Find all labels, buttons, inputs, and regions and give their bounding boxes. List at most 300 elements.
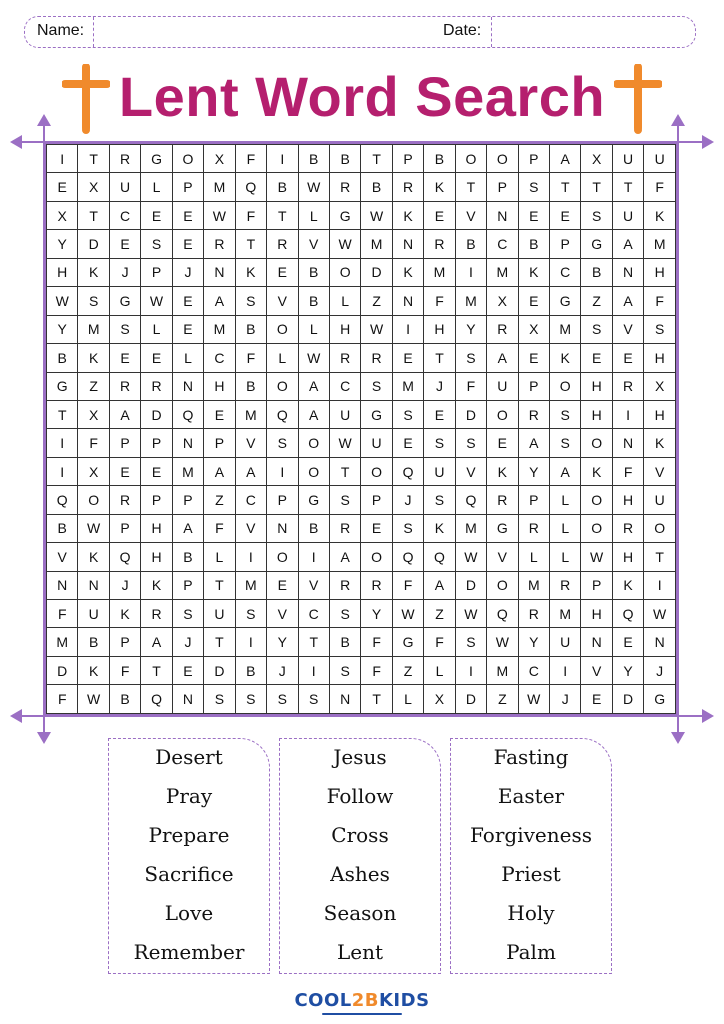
grid-cell[interactable]: R — [109, 372, 140, 400]
grid-cell[interactable]: P — [172, 486, 203, 514]
grid-cell[interactable]: F — [204, 514, 235, 542]
grid-cell[interactable]: F — [47, 600, 78, 628]
grid-cell[interactable]: X — [78, 457, 109, 485]
grid-cell[interactable]: N — [581, 628, 612, 656]
grid-cell[interactable]: I — [644, 571, 676, 599]
grid-cell[interactable]: F — [644, 173, 676, 201]
grid-cell[interactable]: L — [267, 344, 298, 372]
grid-cell[interactable]: H — [644, 344, 676, 372]
grid-cell[interactable]: N — [644, 628, 676, 656]
grid-cell[interactable]: Q — [267, 400, 298, 428]
grid-cell[interactable]: A — [109, 400, 140, 428]
grid-cell[interactable]: Z — [204, 486, 235, 514]
grid-cell[interactable]: S — [329, 656, 360, 684]
grid-cell[interactable]: S — [581, 201, 612, 229]
grid-cell[interactable]: Z — [392, 656, 423, 684]
grid-cell[interactable]: I — [267, 457, 298, 485]
grid-cell[interactable]: O — [361, 543, 392, 571]
grid-cell[interactable]: G — [550, 287, 581, 315]
grid-cell[interactable]: V — [267, 600, 298, 628]
grid-cell[interactable]: T — [361, 145, 392, 173]
grid-cell[interactable]: T — [298, 628, 329, 656]
grid-cell[interactable]: G — [109, 287, 140, 315]
grid-cell[interactable]: V — [298, 571, 329, 599]
grid-cell[interactable]: O — [550, 372, 581, 400]
grid-cell[interactable]: O — [78, 486, 109, 514]
grid-cell[interactable]: S — [235, 600, 266, 628]
grid-cell[interactable]: I — [235, 628, 266, 656]
grid-cell[interactable]: V — [487, 543, 518, 571]
grid-cell[interactable]: O — [267, 372, 298, 400]
grid-cell[interactable]: B — [424, 145, 455, 173]
grid-cell[interactable]: M — [455, 287, 486, 315]
grid-cell[interactable]: N — [204, 258, 235, 286]
grid-cell[interactable]: X — [644, 372, 676, 400]
grid-cell[interactable]: K — [550, 344, 581, 372]
grid-cell[interactable]: A — [487, 344, 518, 372]
grid-cell[interactable]: M — [204, 315, 235, 343]
grid-cell[interactable]: S — [267, 429, 298, 457]
grid-cell[interactable]: Y — [518, 628, 549, 656]
grid-cell[interactable]: S — [424, 429, 455, 457]
grid-cell[interactable]: K — [612, 571, 643, 599]
grid-cell[interactable]: S — [455, 628, 486, 656]
grid-cell[interactable]: H — [204, 372, 235, 400]
grid-cell[interactable]: S — [298, 685, 329, 714]
grid-cell[interactable]: R — [518, 600, 549, 628]
grid-cell[interactable]: W — [329, 429, 360, 457]
grid-cell[interactable]: M — [550, 600, 581, 628]
grid-cell[interactable]: N — [172, 429, 203, 457]
grid-cell[interactable]: R — [329, 514, 360, 542]
grid-cell[interactable]: A — [424, 571, 455, 599]
grid-cell[interactable]: M — [487, 258, 518, 286]
grid-cell[interactable]: Z — [424, 600, 455, 628]
grid-cell[interactable]: K — [392, 258, 423, 286]
grid-cell[interactable]: L — [204, 543, 235, 571]
grid-cell[interactable]: Y — [47, 315, 78, 343]
grid-cell[interactable]: D — [455, 685, 486, 714]
grid-cell[interactable]: E — [109, 457, 140, 485]
grid-cell[interactable]: D — [455, 400, 486, 428]
grid-cell[interactable]: K — [424, 173, 455, 201]
grid-cell[interactable]: K — [487, 457, 518, 485]
grid-cell[interactable]: U — [78, 600, 109, 628]
grid-cell[interactable]: A — [550, 457, 581, 485]
grid-cell[interactable]: M — [204, 173, 235, 201]
grid-cell[interactable]: J — [109, 258, 140, 286]
grid-cell[interactable]: E — [172, 201, 203, 229]
grid-cell[interactable]: C — [204, 344, 235, 372]
grid-cell[interactable]: B — [455, 230, 486, 258]
grid-cell[interactable]: F — [612, 457, 643, 485]
grid-cell[interactable]: V — [235, 429, 266, 457]
grid-cell[interactable]: S — [109, 315, 140, 343]
grid-cell[interactable]: U — [644, 486, 676, 514]
grid-cell[interactable]: L — [298, 315, 329, 343]
grid-cell[interactable]: Z — [78, 372, 109, 400]
grid-cell[interactable]: H — [644, 258, 676, 286]
grid-cell[interactable]: T — [550, 173, 581, 201]
grid-cell[interactable]: J — [267, 656, 298, 684]
grid-cell[interactable]: W — [298, 173, 329, 201]
grid-cell[interactable]: A — [298, 372, 329, 400]
grid-cell[interactable]: G — [392, 628, 423, 656]
grid-cell[interactable]: P — [141, 486, 172, 514]
grid-cell[interactable]: W — [581, 543, 612, 571]
grid-cell[interactable]: M — [424, 258, 455, 286]
grid-cell[interactable]: Q — [109, 543, 140, 571]
grid-cell[interactable]: D — [361, 258, 392, 286]
grid-cell[interactable]: I — [392, 315, 423, 343]
grid-cell[interactable]: P — [267, 486, 298, 514]
grid-cell[interactable]: M — [235, 571, 266, 599]
grid-cell[interactable]: T — [204, 628, 235, 656]
grid-cell[interactable]: G — [141, 145, 172, 173]
grid-cell[interactable]: E — [487, 429, 518, 457]
grid-cell[interactable]: O — [329, 258, 360, 286]
grid-cell[interactable]: R — [267, 230, 298, 258]
grid-cell[interactable]: M — [172, 457, 203, 485]
grid-cell[interactable]: A — [518, 429, 549, 457]
grid-cell[interactable]: K — [78, 258, 109, 286]
grid-cell[interactable]: I — [47, 457, 78, 485]
grid-cell[interactable]: N — [172, 372, 203, 400]
grid-cell[interactable]: R — [329, 173, 360, 201]
grid-cell[interactable]: U — [550, 628, 581, 656]
grid-cell[interactable]: F — [424, 287, 455, 315]
grid-cell[interactable]: F — [235, 201, 266, 229]
grid-cell[interactable]: W — [47, 287, 78, 315]
grid-cell[interactable]: O — [361, 457, 392, 485]
grid-cell[interactable]: A — [612, 230, 643, 258]
grid-cell[interactable]: N — [267, 514, 298, 542]
grid-cell[interactable]: Q — [487, 600, 518, 628]
grid-cell[interactable]: Y — [361, 600, 392, 628]
grid-cell[interactable]: U — [109, 173, 140, 201]
grid-cell[interactable]: R — [487, 486, 518, 514]
grid-cell[interactable]: J — [424, 372, 455, 400]
grid-cell[interactable]: B — [298, 258, 329, 286]
grid-cell[interactable]: X — [78, 400, 109, 428]
grid-cell[interactable]: E — [172, 230, 203, 258]
grid-cell[interactable]: I — [612, 400, 643, 428]
grid-cell[interactable]: G — [581, 230, 612, 258]
grid-cell[interactable]: I — [267, 145, 298, 173]
grid-cell[interactable]: I — [298, 543, 329, 571]
grid-cell[interactable]: S — [78, 287, 109, 315]
grid-cell[interactable]: X — [78, 173, 109, 201]
grid-cell[interactable]: K — [141, 571, 172, 599]
grid-cell[interactable]: H — [47, 258, 78, 286]
grid-cell[interactable]: X — [204, 145, 235, 173]
grid-cell[interactable]: S — [172, 600, 203, 628]
grid-cell[interactable]: S — [392, 514, 423, 542]
grid-cell[interactable]: P — [109, 429, 140, 457]
grid-cell[interactable]: R — [550, 571, 581, 599]
grid-cell[interactable]: S — [455, 344, 486, 372]
grid-cell[interactable]: C — [550, 258, 581, 286]
grid-cell[interactable]: B — [172, 543, 203, 571]
grid-cell[interactable]: E — [612, 628, 643, 656]
grid-cell[interactable]: H — [424, 315, 455, 343]
grid-cell[interactable]: A — [235, 457, 266, 485]
grid-cell[interactable]: Q — [424, 543, 455, 571]
grid-cell[interactable]: E — [361, 514, 392, 542]
grid-cell[interactable]: E — [172, 315, 203, 343]
grid-cell[interactable]: F — [235, 344, 266, 372]
grid-cell[interactable]: Y — [455, 315, 486, 343]
grid-cell[interactable]: G — [487, 514, 518, 542]
grid-cell[interactable]: C — [298, 600, 329, 628]
grid-cell[interactable]: P — [550, 230, 581, 258]
grid-cell[interactable]: T — [204, 571, 235, 599]
grid-cell[interactable]: B — [329, 145, 360, 173]
grid-cell[interactable]: Y — [47, 230, 78, 258]
grid-cell[interactable]: Q — [235, 173, 266, 201]
grid-cell[interactable]: R — [141, 372, 172, 400]
grid-cell[interactable]: A — [204, 457, 235, 485]
grid-cell[interactable]: P — [172, 571, 203, 599]
grid-cell[interactable]: W — [518, 685, 549, 714]
grid-cell[interactable]: B — [298, 145, 329, 173]
grid-cell[interactable]: L — [550, 486, 581, 514]
grid-cell[interactable]: K — [78, 344, 109, 372]
grid-cell[interactable]: I — [455, 656, 486, 684]
grid-cell[interactable]: E — [47, 173, 78, 201]
grid-cell[interactable]: T — [329, 457, 360, 485]
grid-cell[interactable]: T — [78, 201, 109, 229]
grid-cell[interactable]: W — [644, 600, 676, 628]
grid-cell[interactable]: E — [141, 201, 172, 229]
grid-cell[interactable]: H — [612, 543, 643, 571]
grid-cell[interactable]: S — [141, 230, 172, 258]
grid-cell[interactable]: O — [298, 429, 329, 457]
grid-cell[interactable]: S — [267, 685, 298, 714]
grid-cell[interactable]: E — [204, 400, 235, 428]
grid-cell[interactable]: F — [235, 145, 266, 173]
grid-cell[interactable]: X — [487, 287, 518, 315]
grid-cell[interactable]: R — [612, 514, 643, 542]
grid-cell[interactable]: P — [518, 145, 549, 173]
grid-cell[interactable]: T — [455, 173, 486, 201]
grid-cell[interactable]: M — [487, 656, 518, 684]
grid-cell[interactable]: E — [392, 429, 423, 457]
grid-cell[interactable]: L — [172, 344, 203, 372]
grid-cell[interactable]: U — [612, 145, 643, 173]
grid-cell[interactable]: R — [361, 571, 392, 599]
grid-cell[interactable]: M — [47, 628, 78, 656]
grid-cell[interactable]: S — [329, 600, 360, 628]
grid-cell[interactable]: O — [487, 400, 518, 428]
grid-cell[interactable]: H — [329, 315, 360, 343]
grid-cell[interactable]: E — [424, 201, 455, 229]
grid-cell[interactable]: N — [392, 287, 423, 315]
grid-cell[interactable]: E — [581, 685, 612, 714]
grid-cell[interactable]: K — [392, 201, 423, 229]
grid-cell[interactable]: Q — [172, 400, 203, 428]
grid-cell[interactable]: R — [329, 344, 360, 372]
grid-cell[interactable]: Y — [267, 628, 298, 656]
grid-cell[interactable]: P — [361, 486, 392, 514]
grid-cell[interactable]: P — [109, 514, 140, 542]
grid-cell[interactable]: R — [612, 372, 643, 400]
grid-cell[interactable]: B — [47, 514, 78, 542]
grid-cell[interactable]: J — [392, 486, 423, 514]
grid-cell[interactable]: C — [329, 372, 360, 400]
grid-cell[interactable]: B — [235, 315, 266, 343]
grid-cell[interactable]: P — [141, 258, 172, 286]
grid-cell[interactable]: T — [47, 400, 78, 428]
grid-cell[interactable]: B — [298, 287, 329, 315]
grid-cell[interactable]: G — [47, 372, 78, 400]
grid-cell[interactable]: U — [204, 600, 235, 628]
grid-cell[interactable]: M — [361, 230, 392, 258]
grid-cell[interactable]: S — [235, 287, 266, 315]
grid-cell[interactable]: W — [141, 287, 172, 315]
grid-cell[interactable]: S — [329, 486, 360, 514]
grid-cell[interactable]: A — [329, 543, 360, 571]
grid-cell[interactable]: M — [78, 315, 109, 343]
grid-cell[interactable]: L — [141, 173, 172, 201]
grid-cell[interactable]: B — [47, 344, 78, 372]
grid-cell[interactable]: C — [518, 656, 549, 684]
grid-cell[interactable]: O — [172, 145, 203, 173]
grid-cell[interactable]: D — [204, 656, 235, 684]
grid-cell[interactable]: R — [392, 173, 423, 201]
grid-cell[interactable]: J — [644, 656, 676, 684]
grid-cell[interactable]: S — [424, 486, 455, 514]
grid-cell[interactable]: L — [518, 543, 549, 571]
grid-cell[interactable]: S — [204, 685, 235, 714]
grid-cell[interactable]: W — [361, 201, 392, 229]
grid-cell[interactable]: T — [361, 685, 392, 714]
grid-cell[interactable]: K — [109, 600, 140, 628]
grid-cell[interactable]: S — [235, 685, 266, 714]
grid-cell[interactable]: U — [361, 429, 392, 457]
grid-cell[interactable]: B — [329, 628, 360, 656]
grid-cell[interactable]: A — [298, 400, 329, 428]
grid-cell[interactable]: N — [612, 429, 643, 457]
grid-cell[interactable]: K — [581, 457, 612, 485]
grid-cell[interactable]: F — [424, 628, 455, 656]
grid-cell[interactable]: B — [581, 258, 612, 286]
grid-cell[interactable]: P — [518, 372, 549, 400]
grid-cell[interactable]: B — [298, 514, 329, 542]
grid-cell[interactable]: V — [644, 457, 676, 485]
grid-cell[interactable]: B — [235, 372, 266, 400]
grid-cell[interactable]: H — [581, 372, 612, 400]
grid-cell[interactable]: E — [141, 344, 172, 372]
grid-cell[interactable]: R — [424, 230, 455, 258]
grid-cell[interactable]: E — [392, 344, 423, 372]
grid-cell[interactable]: E — [109, 230, 140, 258]
grid-cell[interactable]: M — [644, 230, 676, 258]
grid-cell[interactable]: I — [298, 656, 329, 684]
grid-cell[interactable]: S — [550, 429, 581, 457]
grid-cell[interactable]: F — [47, 685, 78, 714]
grid-cell[interactable]: N — [612, 258, 643, 286]
grid-cell[interactable]: V — [455, 457, 486, 485]
grid-cell[interactable]: F — [109, 656, 140, 684]
grid-cell[interactable]: B — [518, 230, 549, 258]
grid-cell[interactable]: S — [392, 400, 423, 428]
grid-cell[interactable]: O — [455, 145, 486, 173]
grid-cell[interactable]: S — [550, 400, 581, 428]
grid-cell[interactable]: D — [47, 656, 78, 684]
grid-cell[interactable]: I — [47, 145, 78, 173]
grid-cell[interactable]: T — [267, 201, 298, 229]
grid-cell[interactable]: M — [455, 514, 486, 542]
grid-cell[interactable]: H — [141, 514, 172, 542]
grid-cell[interactable]: N — [47, 571, 78, 599]
grid-cell[interactable]: O — [487, 145, 518, 173]
grid-cell[interactable]: X — [424, 685, 455, 714]
grid-cell[interactable]: S — [455, 429, 486, 457]
grid-cell[interactable]: E — [172, 287, 203, 315]
grid-cell[interactable]: I — [47, 429, 78, 457]
grid-cell[interactable]: B — [267, 173, 298, 201]
grid-cell[interactable]: X — [47, 201, 78, 229]
grid-cell[interactable]: A — [141, 628, 172, 656]
grid-cell[interactable]: P — [518, 486, 549, 514]
grid-cell[interactable]: N — [392, 230, 423, 258]
grid-cell[interactable]: A — [204, 287, 235, 315]
grid-cell[interactable]: W — [78, 514, 109, 542]
grid-cell[interactable]: L — [329, 287, 360, 315]
grid-cell[interactable]: K — [424, 514, 455, 542]
grid-cell[interactable]: G — [329, 201, 360, 229]
grid-cell[interactable]: T — [78, 145, 109, 173]
grid-cell[interactable]: J — [109, 571, 140, 599]
grid-cell[interactable]: Y — [518, 457, 549, 485]
grid-cell[interactable]: W — [392, 600, 423, 628]
grid-cell[interactable]: V — [267, 287, 298, 315]
grid-cell[interactable]: Q — [392, 543, 423, 571]
grid-cell[interactable]: L — [392, 685, 423, 714]
grid-cell[interactable]: M — [235, 400, 266, 428]
grid-cell[interactable]: T — [235, 230, 266, 258]
grid-cell[interactable]: R — [204, 230, 235, 258]
grid-cell[interactable]: M — [392, 372, 423, 400]
grid-cell[interactable]: A — [550, 145, 581, 173]
grid-cell[interactable]: K — [78, 656, 109, 684]
grid-cell[interactable]: G — [298, 486, 329, 514]
grid-cell[interactable]: E — [141, 457, 172, 485]
grid-cell[interactable]: B — [78, 628, 109, 656]
grid-cell[interactable]: P — [109, 628, 140, 656]
grid-cell[interactable]: J — [172, 258, 203, 286]
grid-cell[interactable]: C — [235, 486, 266, 514]
grid-cell[interactable]: O — [487, 571, 518, 599]
grid-cell[interactable]: D — [612, 685, 643, 714]
grid-cell[interactable]: I — [455, 258, 486, 286]
grid-cell[interactable]: O — [267, 315, 298, 343]
grid-cell[interactable]: O — [267, 543, 298, 571]
grid-cell[interactable]: Z — [581, 287, 612, 315]
grid-cell[interactable]: J — [550, 685, 581, 714]
grid-cell[interactable]: O — [298, 457, 329, 485]
grid-cell[interactable]: N — [329, 685, 360, 714]
grid-cell[interactable]: V — [455, 201, 486, 229]
grid-cell[interactable]: R — [361, 344, 392, 372]
grid-cell[interactable]: P — [172, 173, 203, 201]
grid-cell[interactable]: W — [361, 315, 392, 343]
grid-cell[interactable]: P — [581, 571, 612, 599]
grid-cell[interactable]: E — [518, 344, 549, 372]
grid-cell[interactable]: H — [581, 400, 612, 428]
grid-cell[interactable]: K — [644, 201, 676, 229]
